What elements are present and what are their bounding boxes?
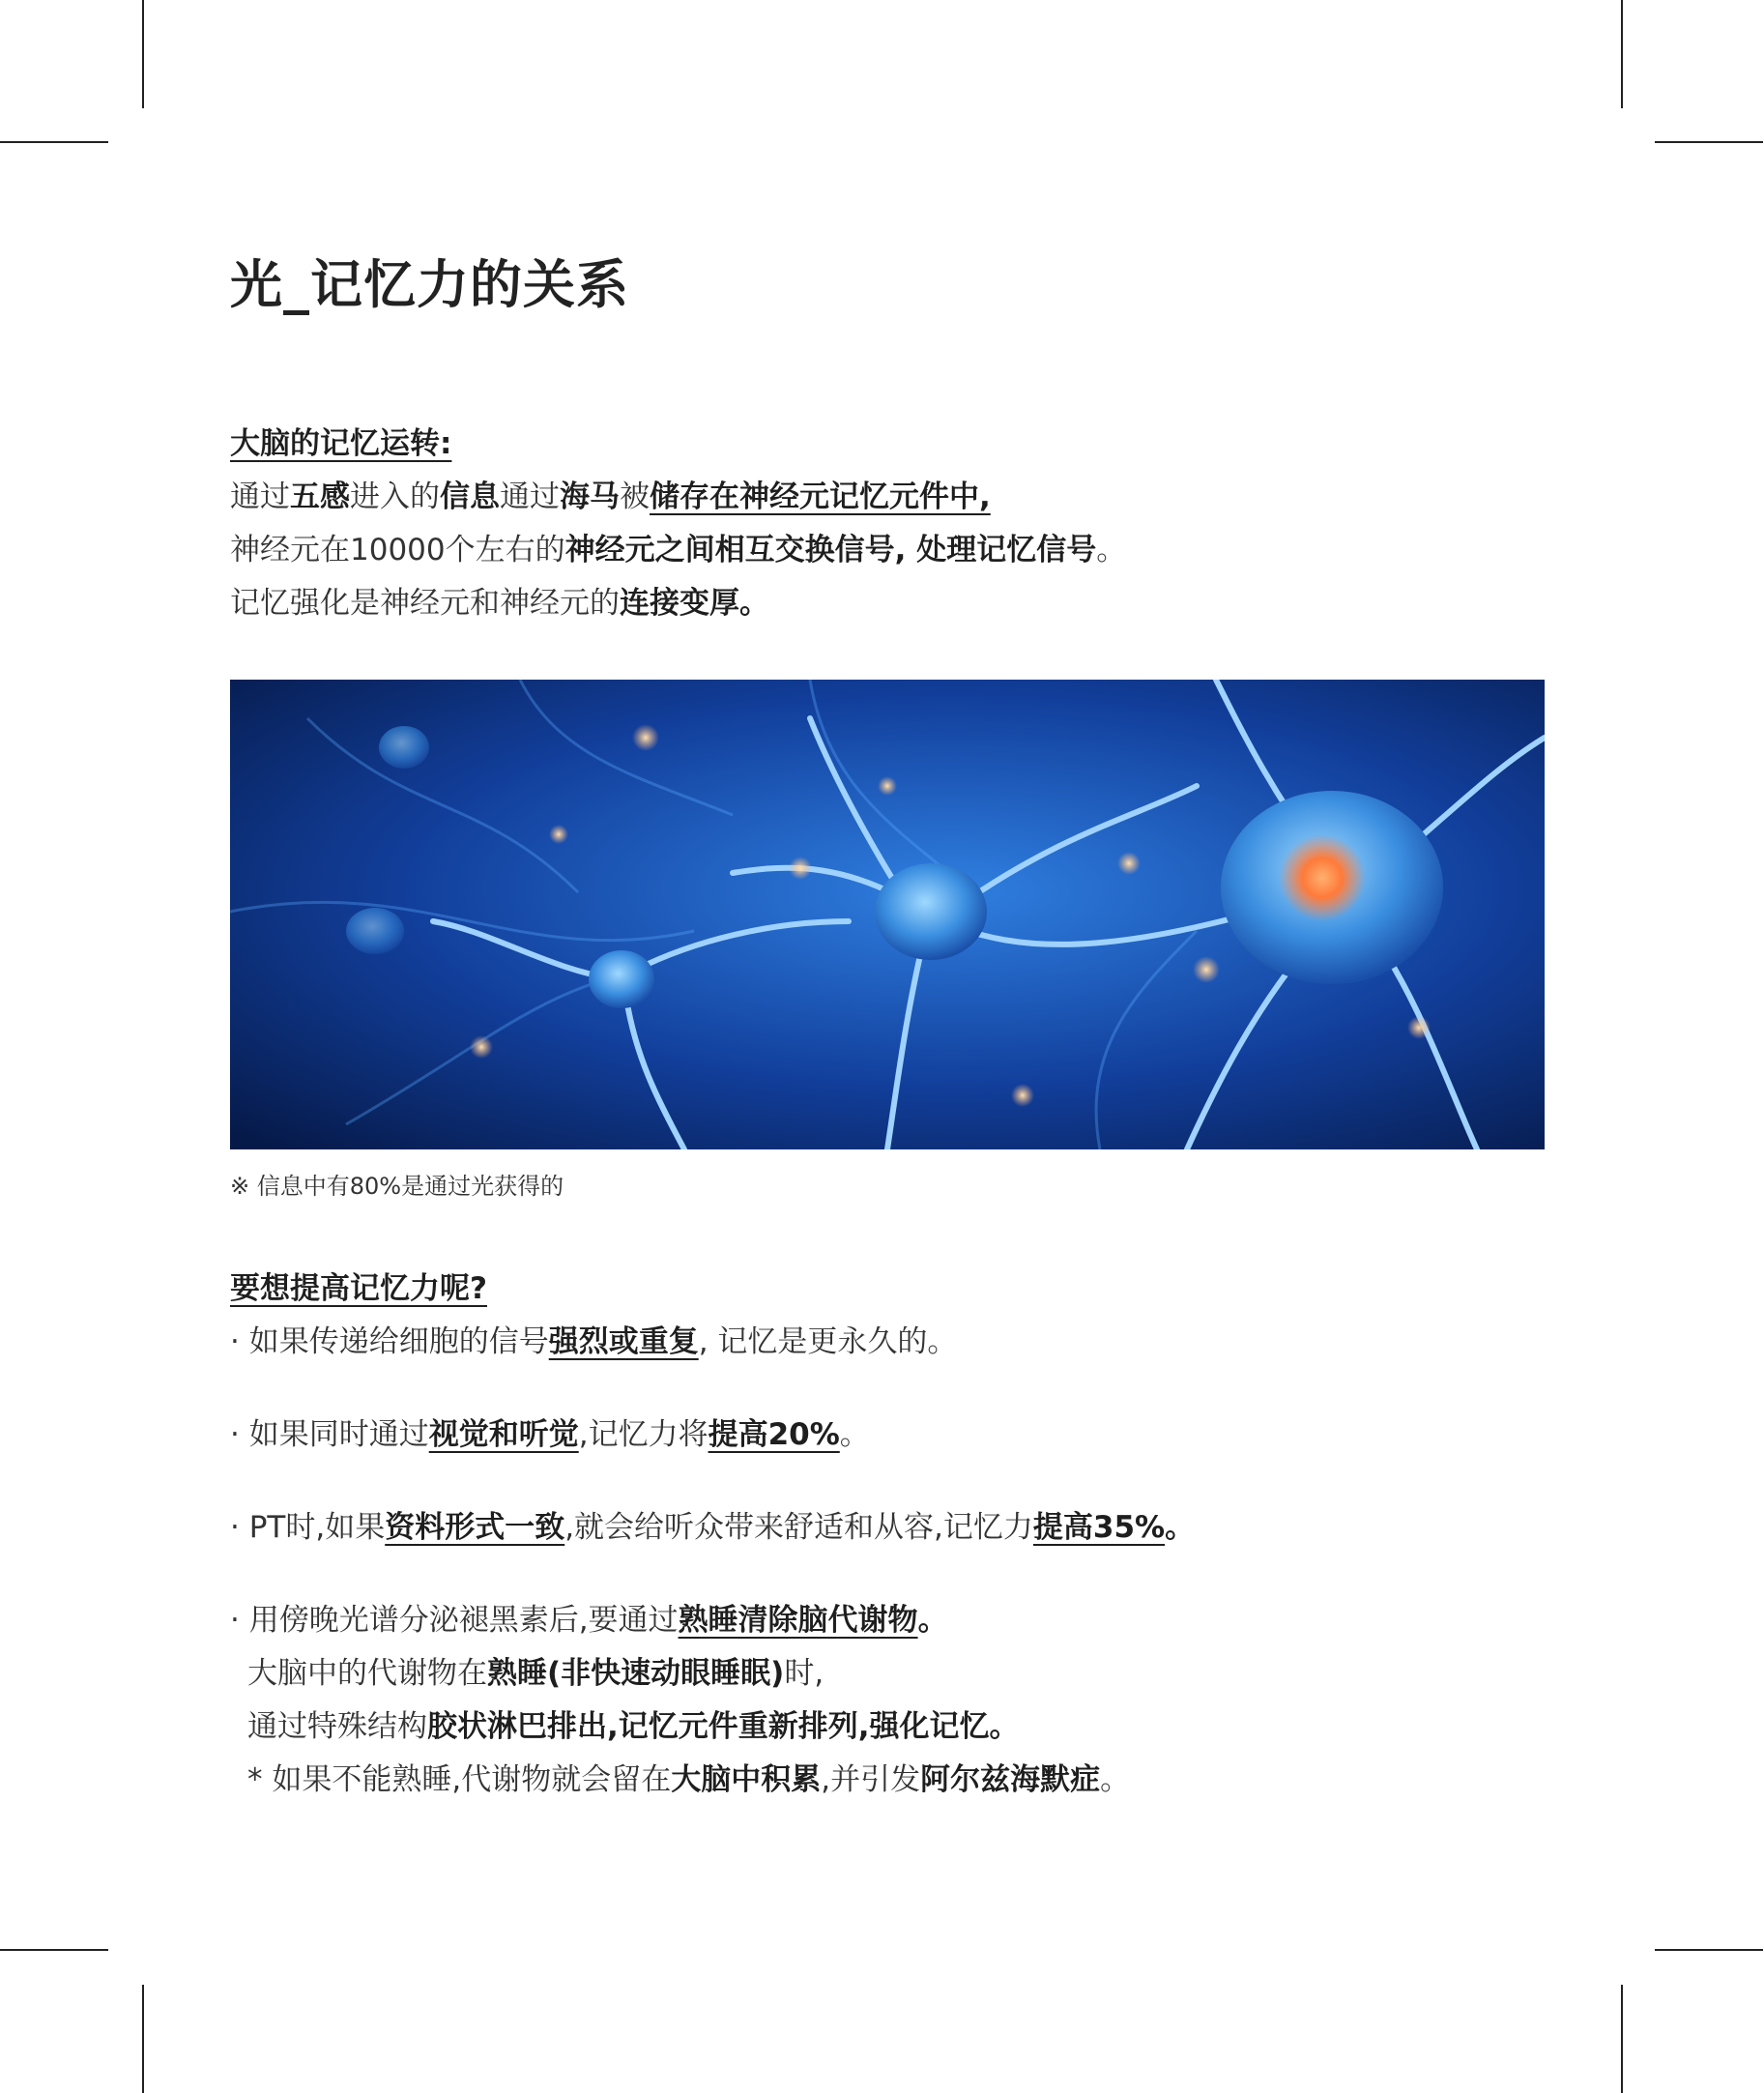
bullet-item: · PT时,如果资料形式一致,就会给听众带来舒适和从容,记忆力提高35%。 <box>230 1510 1196 1545</box>
neuron-image <box>230 680 1545 1149</box>
page-title: 光_记忆力的关系 <box>230 254 629 315</box>
bullet-continuation: 通过特殊结构胶状淋巴排出,记忆元件重新排列,强化记忆。 <box>247 1709 1020 1744</box>
improve-memory-section <box>230 1263 1195 1807</box>
bullet-item: · 用傍晚光谱分泌褪黑素后,要通过熟睡清除脑代谢物。 <box>230 1603 948 1638</box>
crop-mark <box>142 1985 144 2093</box>
crop-mark <box>0 1949 108 1951</box>
crop-mark <box>142 0 144 108</box>
section-heading: 要想提高记忆力呢? <box>230 1271 487 1306</box>
bullet-item: · 如果同时通过视觉和听觉,记忆力将提高20%。 <box>230 1417 870 1452</box>
section-heading: 大脑的记忆运转: <box>230 426 452 461</box>
crop-mark <box>1655 1949 1763 1951</box>
crop-mark <box>0 141 108 143</box>
memory-operation-section <box>230 418 1126 630</box>
bullet-continuation: * 如果不能熟睡,代谢物就会留在大脑中积累,并引发阿尔兹海默症。 <box>247 1762 1131 1797</box>
paragraph-line: 记忆强化是神经元和神经元的连接变厚。 <box>230 586 769 621</box>
crop-mark <box>1621 0 1623 108</box>
paragraph-line: 通过五感进入的信息通过海马被储存在神经元记忆元件中, <box>230 480 991 514</box>
paragraph-line: 神经元在10000个左右的神经元之间相互交换信号, 处理记忆信号。 <box>230 533 1127 567</box>
crop-mark <box>1655 141 1763 143</box>
image-caption: ※ 信息中有80%是通过光获得的 <box>230 1173 564 1200</box>
crop-mark <box>1621 1985 1623 2093</box>
bullet-item: · 如果传递给细胞的信号强烈或重复, 记忆是更永久的。 <box>230 1324 958 1359</box>
bullet-continuation: 大脑中的代谢物在熟睡(非快速动眼睡眠)时, <box>247 1656 824 1691</box>
